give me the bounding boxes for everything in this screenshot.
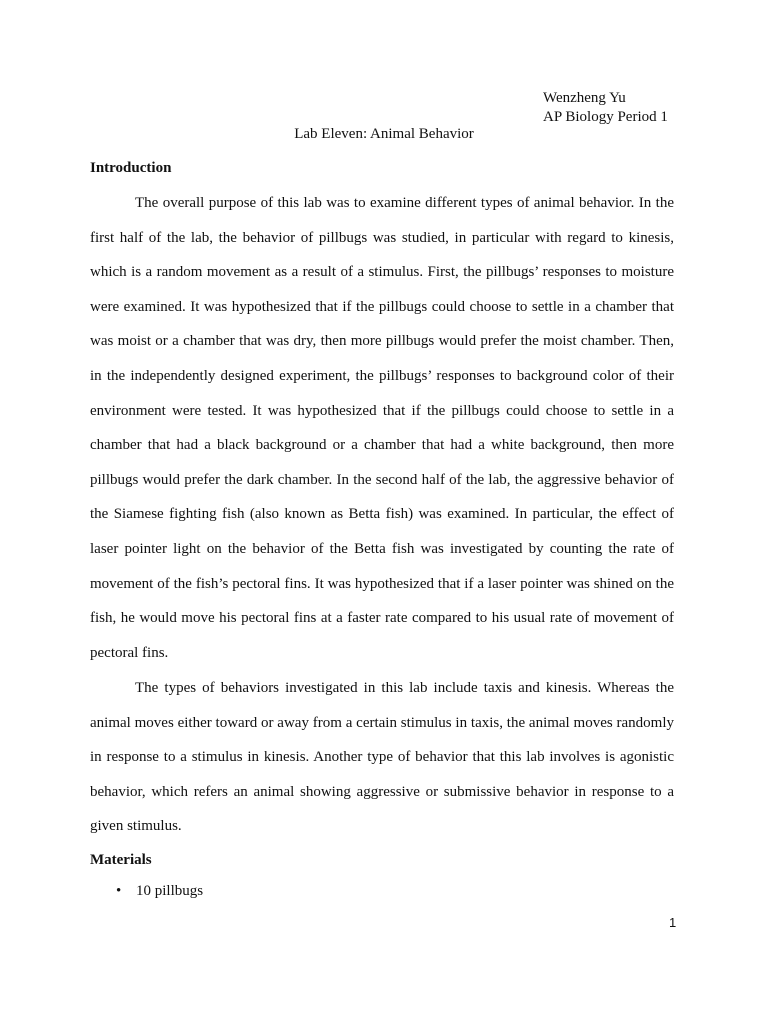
bullet-icon: •: [116, 883, 122, 899]
course-name: AP Biology Period 1: [543, 109, 668, 125]
list-item: [90, 882, 203, 901]
list-item-text: 10 pillbugs: [136, 883, 204, 899]
introduction-paragraph-1: The overall purpose of this lab was to examine different types of animal behavior. In the first half of the lab, the behavior of pillbugs was studied, in particular with regard to kinesis, which is a random movement as a result of a stimulus. First, the pillbugs’ responses to moisture were examined. It was hypothesized that if the pillbugs could choose to settle in a chamber that was moist or a chamber that was dry, then more pillbugs would prefer the moist chamber. Then, in the independently designed experiment, the pillbugs’ responses to background color of their environment were tested. It was hypothesized that if the pillbugs could choose to settle in a chamber that had a black background or a chamber that had a white background, then more pillbugs would prefer the dark chamber. In the second half of the lab, the aggressive behavior of the Siamese fighting fish (also known as Betta fish) was examined. In particular, the effect of laser pointer light on the behavior of the Betta fish was investigated by counting the rate of movement of the fish’s pectoral fins. It was hypothesized that if a laser pointer was shined on the fish, he would move his pectoral fins at a faster rate compared to his usual rate of movement of pectoral fins.: [90, 195, 674, 661]
author-block: [543, 89, 668, 127]
section-heading-introduction: Introduction: [90, 160, 172, 176]
introduction-paragraph-2: The types of behaviors investigated in this lab include taxis and kinesis. Whereas the animal moves either toward or away from a certain stimulus in taxis, the animal moves randomly in response to a stimulus in kinesis. Another type of behavior that this lab involves is agonistic behavior, which refers an animal showing aggressive or submissive behavior in response to a given stimulus.: [90, 680, 674, 835]
document-title: [0, 125, 768, 144]
page-number: 1: [669, 915, 677, 930]
section-heading-materials: Materials: [90, 852, 152, 868]
document-title-text: Lab Eleven: Animal Behavior: [294, 126, 474, 142]
author-name: Wenzheng Yu: [543, 90, 626, 106]
materials-list: [90, 882, 203, 901]
